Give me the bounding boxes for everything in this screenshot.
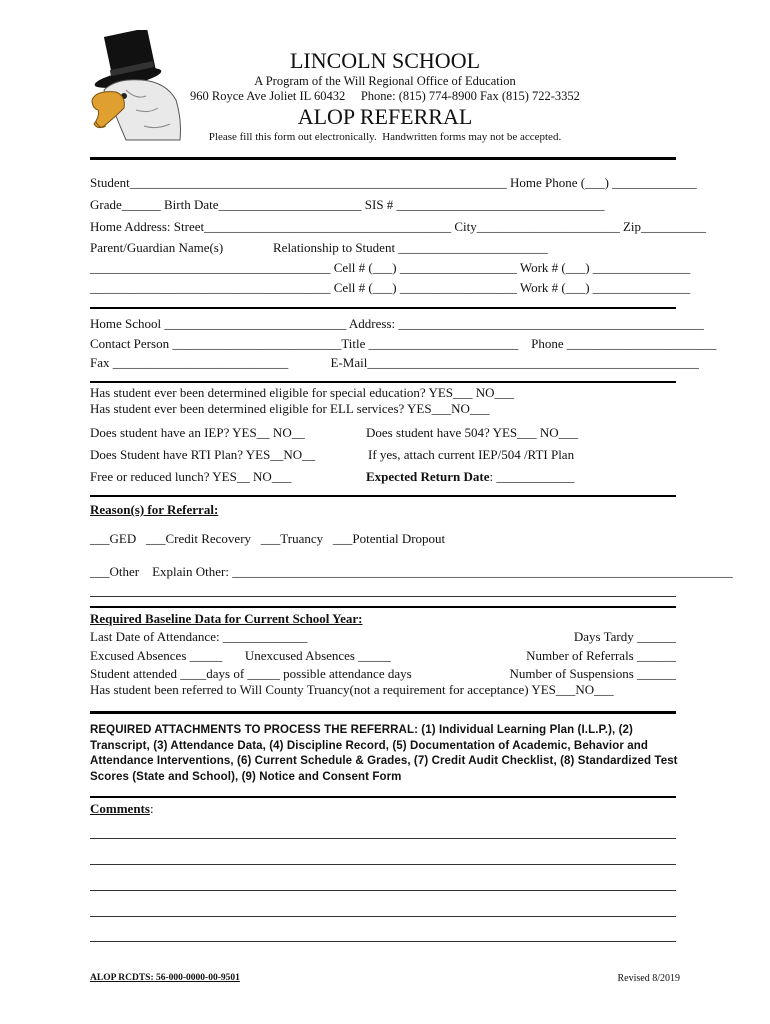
special-ed-question[interactable]: Has student ever been determined eligible for special education? YES___ NO___ xyxy=(90,385,515,400)
plan-504-question[interactable]: Does student have 504? YES___ NO___ xyxy=(366,425,579,440)
divider xyxy=(90,711,676,714)
days-attended[interactable]: Student attended ____days of _____ possible attendance days xyxy=(90,666,412,681)
comments-label xyxy=(90,801,154,817)
comment-line[interactable] xyxy=(90,916,676,917)
other-explain-line[interactable]: ___Other Explain Other: _____________________________________________________________________________ xyxy=(90,564,733,579)
reason-heading: Reason(s) for Referral: xyxy=(90,502,219,517)
home-school-line[interactable]: Home School ____________________________ Address: _______________________________________________ xyxy=(90,316,704,331)
truancy-referral-question[interactable]: Has student been referred to Will County Truancy(not a requirement for acceptance) YES___NO___ xyxy=(90,682,614,697)
attach-plan-note: If yes, attach current IEP/504 /RTI Plan xyxy=(368,447,575,462)
form-title: ALOP REFERRAL xyxy=(297,104,473,129)
comment-line[interactable] xyxy=(90,838,676,839)
lunch-question[interactable]: Free or reduced lunch? YES__ NO___ xyxy=(90,469,292,484)
rcdts-code: ALOP RCDTS: 56-000-0000-00-9501 xyxy=(90,973,240,983)
days-tardy[interactable]: Days Tardy ______ xyxy=(573,629,676,644)
expected-return-blank[interactable]: : ____________ xyxy=(489,469,575,484)
comments-label-text: Comments xyxy=(90,801,150,816)
divider xyxy=(90,381,676,383)
comments-colon: : xyxy=(149,801,154,816)
divider xyxy=(90,157,676,160)
ell-question[interactable]: Has student ever been determined eligible for ELL services? YES___NO___ xyxy=(90,401,490,416)
contact-address-line: 960 Royce Ave Joliet IL 60432 Phone: (815) 774-8900 Fax (815) 722-3352 xyxy=(190,89,580,103)
rti-question[interactable]: Does Student have RTI Plan? YES__NO__ xyxy=(90,447,316,462)
grade-line[interactable]: Grade______ Birth Date______________________ SIS # ________________________________ xyxy=(90,197,605,212)
divider xyxy=(90,796,676,798)
guardian-row[interactable]: _____________________________________ Cell # (___) __________________ Work # (___) _______________ xyxy=(90,260,691,275)
comment-line[interactable] xyxy=(90,864,676,865)
expected-return-date[interactable] xyxy=(366,469,574,485)
comment-line[interactable] xyxy=(90,890,676,891)
number-of-referrals[interactable]: Number of Referrals ______ xyxy=(526,648,676,663)
revised-date: Revised 8/2019 xyxy=(617,973,680,984)
fax-email-line[interactable]: Fax ___________________________ E-Mail___________________________________________________ xyxy=(90,355,699,370)
divider xyxy=(90,495,676,497)
relationship-field[interactable]: Relationship to Student _______________________ xyxy=(273,240,548,255)
expected-return-label: Expected Return Date xyxy=(366,469,490,484)
required-attachments: REQUIRED ATTACHMENTS TO PROCESS THE REFERRAL: (1) Individual Learning Plan (I.L.P.), (2) Transcript, (3) Attendance Data, (4) Discipline Record, (5) Documentation of Academic, Behavior and Attendance Interventions, (6) Current Schedule & Grades, (7) Credit Audit Checklist, (8) Standardized Test Scores (State and School), (9) Notice and Consent Form xyxy=(90,724,678,783)
contact-person-line[interactable]: Contact Person __________________________Title _______________________ Phone _______________________ xyxy=(90,336,717,351)
program-line: A Program of the Will Regional Office of Education xyxy=(254,74,516,88)
iep-question[interactable]: Does student have an IEP? YES__ NO__ xyxy=(90,425,305,440)
comment-line[interactable] xyxy=(90,941,676,942)
divider xyxy=(90,307,676,309)
divider xyxy=(90,606,676,608)
number-of-suspensions[interactable]: Number of Suspensions ______ xyxy=(509,666,676,681)
absences-line[interactable]: Excused Absences _____ Unexcused Absences _____ xyxy=(90,648,391,663)
student-line[interactable]: Student__________________________________________________________ Home Phone (___) _____________ xyxy=(90,175,697,190)
last-attendance-date[interactable]: Last Date of Attendance: _____________ xyxy=(90,629,308,644)
reason-options[interactable]: ___GED ___Credit Recovery ___Truancy ___Potential Dropout xyxy=(90,531,446,546)
baseline-heading: Required Baseline Data for Current School Year: xyxy=(90,611,363,626)
guardian-row[interactable]: _____________________________________ Cell # (___) __________________ Work # (___) _______________ xyxy=(90,280,691,295)
guardian-label: Parent/Guardian Name(s) xyxy=(90,240,224,255)
school-name: LINCOLN SCHOOL xyxy=(289,48,481,73)
explain-blank-line[interactable] xyxy=(90,596,676,597)
home-address-line[interactable]: Home Address: Street______________________________________ City______________________ Zip__________ xyxy=(90,219,707,234)
form-instructions: Please fill this form out electronically. Handwritten forms may not be accepted. xyxy=(208,131,562,143)
